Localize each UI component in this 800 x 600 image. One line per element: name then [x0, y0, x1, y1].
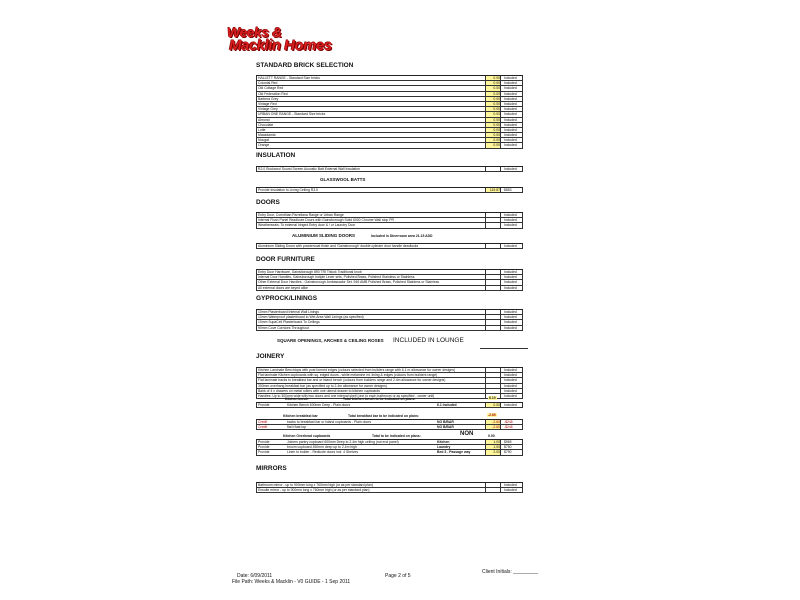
row-value	[485, 378, 501, 382]
row-status: Included	[504, 138, 517, 143]
row-status: Included	[504, 275, 517, 280]
kitchen-bench-label: Kitchen bench	[285, 397, 309, 401]
logo-line-2: Macklin Homes	[229, 37, 332, 54]
row-action: Provide	[258, 440, 270, 444]
row-description: broom cupboard 450mm deep up to 2.4m high	[287, 445, 357, 450]
row-description: Barbera Grey	[258, 96, 279, 101]
row-status: Included	[504, 96, 517, 101]
row-status: -$246	[504, 425, 513, 430]
row-value	[485, 213, 501, 217]
table-row	[256, 244, 523, 249]
row-description: Orange	[258, 143, 270, 148]
row-status: Included	[504, 373, 517, 378]
row-value	[485, 275, 501, 279]
row-status: Included	[504, 270, 517, 274]
mirrors-heading: MIRRORS	[256, 465, 287, 472]
row-value	[485, 488, 501, 492]
row-status: Included	[504, 310, 517, 314]
row-description: Internal Door Handles, Gainsborough Indiple Lever sets, Polished Brass, Polished Stainless or Stainless	[258, 275, 415, 280]
row-description: 90mm Cove Cornices Throughout	[258, 325, 309, 330]
row-description: Weatherseals: To external hinged Entry door & / or Laundry Door	[258, 223, 356, 228]
row-value	[485, 310, 501, 314]
row-description: 10mm Plasterboard Internal Wall Linings	[258, 310, 319, 314]
row-value	[485, 320, 501, 324]
row-description: Joiners pantry cupboard 600mm Deep to 2.4m high ceiling (not end panel)	[287, 440, 399, 444]
row-action: Credit	[258, 425, 268, 430]
row-value	[485, 270, 501, 274]
row-description: Aluminium Sliding Doors with powdercoat finish and 'Gainsborough' double cylinder door handle deadlocks	[258, 244, 419, 248]
row-value: 0.00	[485, 118, 501, 122]
brick-heading: STANDARD BRICK SELECTION	[256, 62, 354, 69]
row-value: 0.00	[485, 138, 501, 142]
included-in-lounge: INCLUDED IN LOUNGE	[393, 337, 464, 344]
row-status: Included	[504, 483, 517, 487]
row-description: Provide Insulation to Living Ceiling R3.5	[258, 188, 318, 192]
overhead-cupboards-table	[256, 439, 523, 456]
row-value: 0.00	[485, 123, 501, 127]
row-status: Included	[504, 76, 517, 80]
row-value: 2.00	[485, 450, 501, 454]
row-description: Entry Door Hardware, Gainsborough 890 TRI Trilock Traditional knob	[258, 270, 362, 274]
row-action: Provide	[258, 445, 270, 450]
mirrors-table	[256, 482, 523, 493]
row-status: Included	[504, 122, 517, 127]
table-row	[256, 286, 523, 291]
row-value	[485, 244, 501, 248]
row-description: Colonial Red	[258, 81, 278, 86]
row-description: Other External Door Handles - Gainsborough Ambassador Set, 946 AMB Polished Brass, Polished Stainless or Stainless	[258, 280, 440, 285]
row-status: Included	[504, 213, 517, 217]
row-value: 0.00	[485, 97, 501, 101]
row-status: Included	[504, 388, 517, 393]
signature-line	[480, 348, 528, 349]
row-status: Included	[504, 378, 517, 383]
row-status: Included	[504, 403, 517, 407]
row-status: $750	[504, 445, 512, 450]
row-status: $965	[504, 440, 512, 444]
row-value	[485, 368, 501, 372]
row-value: 0.00	[485, 403, 501, 407]
joinery-table	[256, 367, 523, 399]
table-row	[256, 223, 523, 228]
row-description: Flat laminate Kitchen cupboards with sq. edged doors - white melamine int. lining & edges (colours from builders range)	[258, 373, 438, 378]
sliding-doors-note: Included in Dinerroom area 21.15 ADD	[371, 234, 433, 238]
row-status: Included	[504, 244, 517, 248]
row-description: Vintage Red	[258, 101, 277, 106]
glasswool-table	[256, 187, 523, 193]
row-value: -2.60	[485, 420, 501, 424]
row-status: Included	[504, 91, 517, 96]
row-value: 0.00	[485, 81, 501, 85]
row-action: Provide	[258, 450, 270, 455]
footer-file-path: File Path: Weeks & Macklin - V0 GUIDE - 1 Sep 2011	[232, 579, 351, 585]
kitchen-bench-total-value: 6.10	[489, 396, 496, 400]
kitchen-bench-table	[256, 402, 523, 408]
row-description: Lotte	[258, 127, 266, 132]
row-value: 0.00	[485, 143, 501, 147]
row-description: HALLETT RANGE - Standard Size bricks	[258, 76, 320, 80]
row-status: Included	[504, 488, 517, 493]
overhead-cupboards-label: Kitchen Overhead cupboards	[283, 434, 331, 438]
row-description: All external doors are keyed alike	[258, 285, 308, 290]
doors-heading: DOORS	[256, 199, 280, 206]
table-row	[256, 450, 523, 455]
row-value	[485, 223, 501, 227]
table-row	[256, 167, 523, 172]
row-status: Included	[504, 315, 517, 320]
row-status: Included	[504, 143, 517, 148]
row-value: 0.00	[485, 92, 501, 96]
row-description: Ensuite mirror - up to 900mm long x 760mm high (or as per standard plan)	[258, 488, 370, 493]
row-description: Bathroom mirror - up to 900mm long x 760mm high (or as per standard plan)	[258, 483, 373, 487]
row-description: Old Cottage Red	[258, 86, 284, 91]
row-status: Included	[504, 383, 517, 388]
row-status: $853	[504, 188, 512, 192]
row-description: Internal Flush Panel Readicote Doors with Gainsborough Solid 6000 Chrome Wall stop PR	[258, 218, 394, 223]
row-value: 0.00	[485, 112, 501, 116]
footer-date: Date: 6/09/2011	[237, 573, 273, 579]
breakfast-bar-total-value: -2.60	[488, 413, 496, 417]
row-description: Almond	[258, 117, 270, 122]
row-status: Included	[504, 117, 517, 122]
row-status: Included	[504, 223, 517, 228]
row-value	[485, 167, 501, 171]
square-openings-heading: SQUARE OPENINGS, ARCHES & CEILING ROSES	[277, 338, 384, 343]
row-value: 0.00	[485, 76, 501, 80]
table-row	[256, 403, 523, 408]
row-value: 1.00	[485, 445, 501, 449]
row-description: Vintage Grey	[258, 107, 278, 112]
row-description: 300mm overhang breakfast bar (as specified up to 2.4m allowance for owner designs)	[258, 383, 387, 388]
overhead-non-label: NON	[460, 431, 474, 437]
table-row	[256, 188, 523, 193]
gyprock-table	[256, 309, 523, 331]
door-furniture-heading: DOOR FURNITURE	[256, 256, 315, 263]
row-status: Included	[504, 325, 517, 330]
row-value	[485, 373, 501, 377]
row-value	[485, 286, 501, 290]
row-status: Included	[504, 127, 517, 132]
joinery-heading: JOINERY	[256, 353, 285, 360]
row-location: Bed 3 - Passage way	[437, 450, 471, 455]
logo-line-1: Weeks &	[227, 24, 282, 40]
row-description: Handles: Up to 300mm wide with two doors and one internal shelf (one to each bathroom or as specified - owner unit)	[258, 393, 435, 398]
breakfast-bar-label: Kitchen breakfast bar	[283, 414, 318, 418]
row-status: -$246	[504, 420, 513, 424]
row-location: 6.1 Included	[437, 403, 457, 407]
row-description: Old Federation Red	[258, 91, 288, 96]
overhead-total-value: 0.00	[488, 434, 495, 438]
row-description: 10mm SupaCeil Plasterboard To Ceilings	[258, 320, 320, 325]
row-value: 0.00	[485, 133, 501, 137]
row-description: Kitchen Laminate Benchtops with post formed edges (colours selected from builders range with 6.1 m allowance for owner designs)	[258, 368, 456, 372]
glasswool-heading: GLASSWOOL BATTS	[320, 177, 366, 182]
sliding-doors-table	[256, 243, 523, 249]
row-location: Laundry	[437, 445, 451, 450]
row-description: Kitchen Bench 600mm Deep - Plain doors	[287, 403, 351, 407]
row-value	[485, 384, 501, 388]
row-value: 0.00	[485, 86, 501, 90]
row-description: R2.0 Rockwool Sound Screen Acoustic Batt External Wall Insulation	[258, 167, 361, 171]
row-value: 0.00	[485, 107, 501, 111]
row-description: backs to breakfast bar or Island cupboards - Plain doors	[287, 420, 372, 424]
company-logo	[227, 24, 369, 54]
row-description: Linen to bolder - Redicote doors incl. 4 Shelves	[287, 450, 359, 455]
row-status: Included	[504, 285, 517, 290]
insulation-heading: INSULATION	[256, 152, 296, 159]
row-value: 119.87	[485, 188, 501, 192]
row-status: Included	[504, 218, 517, 223]
row-description: flat b'fast top	[287, 425, 307, 430]
brick-table	[256, 75, 523, 149]
kitchen-bench-total-label: Total kitchen bench to be indicated on plans:	[343, 397, 416, 401]
row-value: -2.60	[485, 425, 501, 429]
row-description: Chocolate	[258, 122, 274, 127]
row-status: Included	[504, 393, 517, 398]
row-value	[485, 315, 501, 319]
row-description: URBAN ONE RANGE - Standard Size bricks	[258, 112, 326, 117]
row-value: 0.00	[485, 102, 501, 106]
row-status: Included	[504, 86, 517, 91]
insulation-table	[256, 166, 523, 172]
table-row	[256, 488, 523, 493]
door-furniture-table	[256, 269, 523, 291]
row-value	[485, 389, 501, 393]
gyprock-heading: GYPROCK/LININGS	[256, 295, 318, 302]
row-description: Nougat	[258, 138, 269, 143]
row-description: Entry Door, Corinthian Parreliana Range or Urban Range	[258, 213, 344, 217]
footer-client-initials: Client Initials: _________	[482, 569, 539, 575]
row-location: NO B/BAR	[437, 420, 454, 424]
row-value	[485, 280, 501, 284]
breakfast-bar-table	[256, 419, 523, 430]
row-description: Flat laminate backs to breakfast bar and or island bench (colours from builders range and 2.4m allowance for owner designs)	[258, 378, 446, 383]
footer-page-number: Page 2 of 5	[385, 573, 411, 579]
row-description: 10mm Waterproof plasterboard to Wet Area Wall Linings (as specified)	[258, 315, 364, 320]
row-status: Included	[504, 368, 517, 372]
table-row	[256, 425, 523, 430]
row-description: Bank of 4 x drawers on metal rollers with one utensil drawer to kitchen cupboards	[258, 388, 380, 393]
row-location: NO B/BAR	[437, 425, 454, 430]
row-status: Included	[504, 101, 517, 106]
table-row	[256, 143, 523, 148]
doors-table	[256, 212, 523, 229]
sliding-doors-heading: ALUMINIUM SLIDING DOORS	[292, 233, 355, 238]
row-value: 0.00	[485, 128, 501, 132]
table-row	[256, 326, 523, 331]
row-action: Provide	[258, 403, 270, 407]
row-status: Included	[504, 133, 517, 138]
row-value: 1.00	[485, 440, 501, 444]
row-description: Macadamia	[258, 133, 276, 138]
breakfast-bar-total-label: Total breakfast bar to be indicated on plans:	[348, 414, 419, 418]
row-status: Included	[504, 81, 517, 86]
row-status: Included	[504, 280, 517, 285]
row-value	[485, 218, 501, 222]
row-action: Credit	[258, 420, 268, 424]
row-value	[485, 326, 501, 330]
overhead-total-label: Total to be indicated on plans:	[372, 434, 421, 438]
row-location: Kitchen	[437, 440, 450, 444]
row-status: Included	[504, 320, 517, 325]
row-status: Included	[504, 107, 517, 112]
row-status: $790	[504, 450, 512, 455]
row-value	[485, 483, 501, 487]
row-status: Included	[504, 112, 517, 117]
row-status: Included	[504, 167, 517, 171]
